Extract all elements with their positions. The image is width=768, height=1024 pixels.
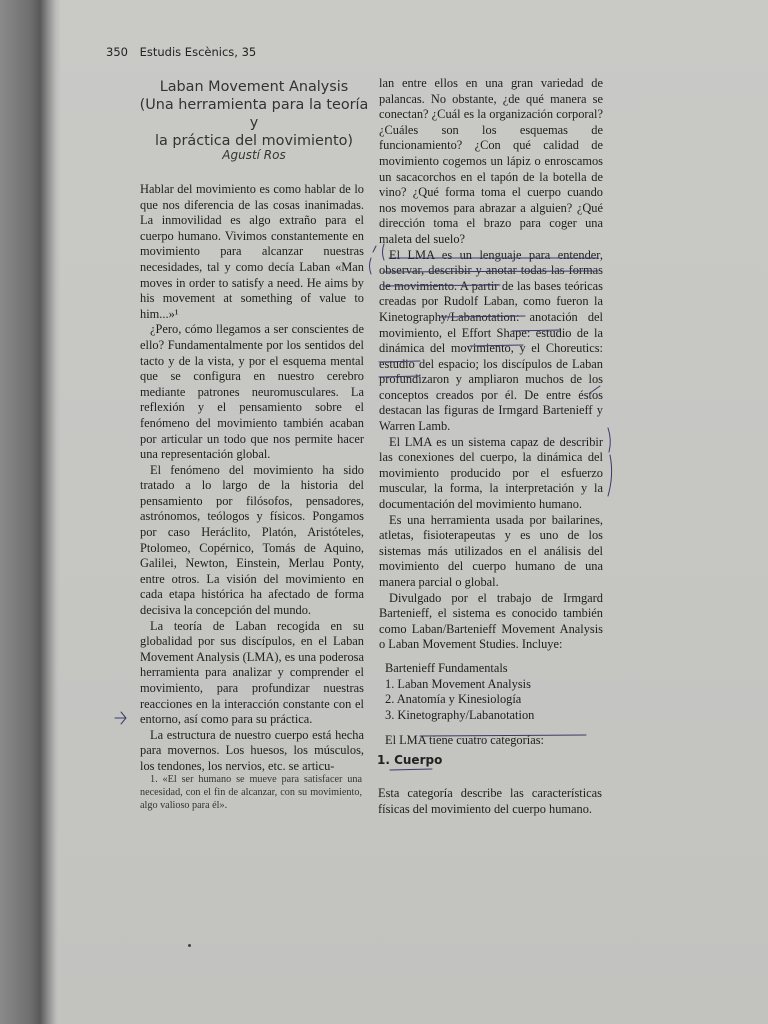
categories-line: El LMA tiene cuatro categorías: (385, 733, 544, 748)
footnote-text: 1. «El ser humano se mueve para satisfacer una necesidad, con el fin de alcanzar, con su movimiento, algo valioso para él». (140, 774, 362, 811)
article-author: Agustí Ros (222, 148, 286, 162)
scan-speck (188, 944, 191, 947)
journal-name: Estudis Escènics, 35 (139, 45, 257, 59)
article-title (136, 78, 372, 150)
running-head (106, 45, 256, 59)
list-heading: Bartenieff Fundamentals (385, 660, 508, 675)
right-column (379, 76, 603, 749)
list-item: 2. Anatomía y Kinesiología (385, 692, 522, 707)
includes-list (385, 661, 603, 723)
title-line-1: Laban Movement Analysis (159, 79, 349, 95)
paragraph: La teoría de Laban recogida en su globalidad por sus discípulos, en el Laban Movement Analysis (LMA), es una poderosa herramienta para analizar y comprender el movimiento, para profundizar nuestras reacciones en la interacción constante con el entorno, así como para su práctica. (140, 618, 364, 727)
paragraph: Divulgado por el trabajo de Irmgard Bartenieff, el sistema es conocido también como Laban/Bartenieff Movement Analysis o Laban Movement Studies. Incluye: (379, 590, 603, 652)
paragraph: Es una herramienta usada por bailarines, atletas, fisioterapeutas y es uno de los sistemas más utilizados en el análisis del movimiento del cuerpo humano de una manera parcial o global. (379, 512, 603, 589)
list-item: 3. Kinetography/Labanotation (385, 707, 535, 722)
left-column (140, 182, 364, 775)
list-item: 1. Laban Movement Analysis (385, 676, 531, 691)
paragraph: El LMA es un sistema capaz de describir las conexiones del cuerpo, la dinámica del movimiento producido por el esfuerzo muscular, la forma, la interpretación y la documentación del movimiento humano. (379, 434, 603, 512)
footnote (140, 773, 362, 812)
title-line-3: la práctica del movimiento) (154, 133, 354, 149)
section-text: Esta categoría describe las características físicas del movimiento del cuerpo humano. (378, 786, 602, 816)
page-number: 350 (106, 45, 128, 59)
section-heading: 1. Cuerpo (377, 753, 443, 767)
paragraph: La estructura de nuestro cuerpo está hecha para movernos. Los huesos, los músculos, los tendones, los nervios, etc. se articu- (140, 727, 364, 773)
paragraph: ¿Pero, cómo llegamos a ser conscientes de ello? Fundamentalmente por los sentidos del tacto y de la vista, y por el esquema mental que se configura en nuestro cerebro mediante patrones neuromusculares. La reflexión y el pensamiento sobre el fenómeno del movimiento también acaban por articular un todo que nos permite hacer una representación global. (140, 322, 364, 462)
paragraph: El LMA es un lenguaje para entender, observar, describir y anotar todas las formas de movimiento. A partir de las bases teóricas creadas por Rudolf Laban, como fueron la Kinetography/Labanotation: anotación del movimiento, el Effort Shape: estudio de la dinámica del movimiento, y el Choreutics: estudio del espacio; los discípulos de Laban profundizaron y ampliaron muchos de los conceptos creados por él. De entre éstos destacan las figuras de Irmgard Bartenieff y Warren Lamb. (379, 247, 603, 434)
title-line-2: (Una herramienta para la teoría y (139, 97, 369, 131)
section-body (378, 786, 602, 817)
paragraph: lan entre ellos en una gran variedad de palancas. No obstante, ¿de qué manera se conectan? ¿Cuál es la organización corporal? ¿Cuáles son los esquemas de funcionamiento? ¿Con qué calidad de movimiento cogemos un lápiz o enroscamos un sacacorchos en el tapón de la botella de vino? ¿Qué forma toma el cuerpo cuando nos movemos para abrazar a alguien? ¿Qué dirección toma el brazo para coger una maleta del suelo? (379, 76, 603, 246)
paragraph: Hablar del movimiento es como hablar de lo que nos diferencia de las cosas inanimadas. La inmovilidad es algo extraño para el cuerpo humano. Vivimos constantemente en movimiento para alcanzar nuestras necesidades, tal y como decía Laban «Man moves in order to satisfy a need. He aims by his movement at something of value to him...»¹ (140, 182, 364, 321)
paragraph: El fenómeno del movimiento ha sido tratado a lo largo de la historia del pensamiento por filósofos, pensadores, astrónomos, teólogos y físicos. Pongamos por caso Heráclito, Platón, Aristóteles, Ptolomeo, Copérnico, Tomás de Aquino, Galilei, Newton, Einstein, Merlau Ponty, entre otros. La visión del movimiento en cada etapa histórica ha afectado de forma decisiva la concepción del mundo. (140, 462, 364, 618)
